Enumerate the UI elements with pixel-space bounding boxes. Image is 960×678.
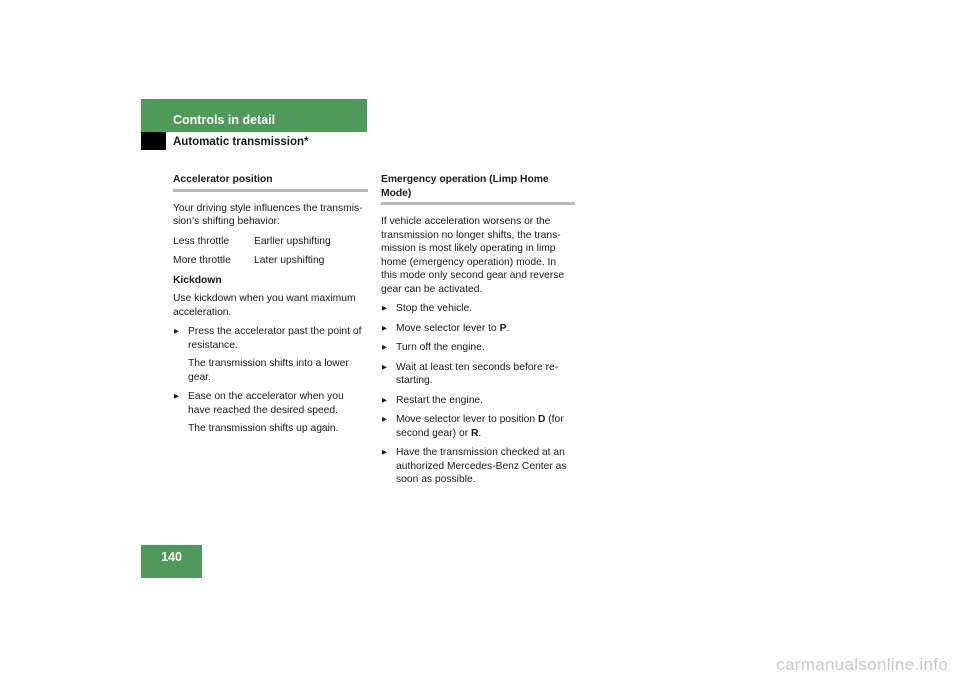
step-result: The transmission shifts into a lower gear. bbox=[188, 358, 349, 383]
emergency-steps bbox=[381, 302, 575, 487]
accelerator-heading: Accelerator position bbox=[173, 173, 368, 192]
kickdown-steps bbox=[173, 325, 368, 436]
step-text: Wait at least ten seconds before re-starting. bbox=[396, 361, 559, 386]
gear-label: P bbox=[499, 322, 507, 334]
kickdown-heading: Kickdown bbox=[173, 274, 222, 286]
section-title: Automatic transmission* bbox=[173, 136, 309, 148]
throttle-value: Later upshifting bbox=[254, 255, 325, 266]
step-text: Turn off the engine. bbox=[396, 342, 485, 353]
throttle-value: Earlier upshifting bbox=[254, 235, 331, 247]
throttle-row bbox=[173, 254, 368, 268]
step-text: ▶ Press the accelerator past the point of resistance. bbox=[188, 326, 362, 351]
step-text: Move selector lever to position bbox=[396, 414, 538, 425]
step-item bbox=[381, 413, 575, 440]
right-column bbox=[381, 173, 575, 493]
gear-label: D bbox=[537, 414, 546, 425]
step-text: (for second gear) or bbox=[396, 414, 564, 439]
step-result: The transmission shifts up again. bbox=[188, 423, 339, 434]
step-text: Move selector lever to bbox=[396, 322, 500, 334]
step-item bbox=[173, 390, 368, 436]
chapter-title: Controls in detail bbox=[173, 113, 276, 127]
step-item bbox=[173, 325, 368, 384]
step-item bbox=[381, 361, 575, 388]
emergency-heading: Emergency operation (Limp Home Mode) bbox=[381, 173, 575, 205]
watermark: carmanualsonline.info bbox=[776, 655, 948, 674]
step-text: . bbox=[506, 322, 510, 334]
step-item bbox=[381, 302, 575, 316]
step-item bbox=[381, 341, 575, 355]
step-text: ▶ Ease on the accelerator when you have reached the desired speed. bbox=[188, 391, 344, 416]
accelerator-intro: Your driving style influences the transmis-sion’s shifting behavior: bbox=[173, 202, 363, 227]
step-text: Stop the vehicle. bbox=[396, 303, 473, 314]
step-text: Restart the engine. bbox=[396, 394, 484, 406]
emergency-intro: If vehicle acceleration worsens or the transmission no longer shifts, the trans-mission is most likely operating in limp home (emergency operation) mode. In this mode only second gear and reverse gear can be activated. bbox=[381, 216, 565, 295]
left-column bbox=[173, 173, 368, 442]
step-text: Have the transmission checked at an authorized Mercedes-Benz Center as soon as possible. bbox=[396, 447, 567, 485]
step-item bbox=[381, 446, 575, 487]
kickdown-intro: Use kickdown when you want maximum acceleration. bbox=[173, 293, 356, 318]
page-number: 140 bbox=[141, 545, 202, 578]
gear-label: R bbox=[470, 427, 479, 439]
step-item bbox=[381, 322, 575, 336]
throttle-label: More throttle bbox=[173, 255, 231, 266]
header-marker bbox=[141, 132, 166, 150]
step-text: . bbox=[478, 427, 482, 439]
step-item bbox=[381, 394, 575, 408]
throttle-label: Less throttle bbox=[173, 235, 230, 247]
throttle-row bbox=[173, 235, 368, 249]
